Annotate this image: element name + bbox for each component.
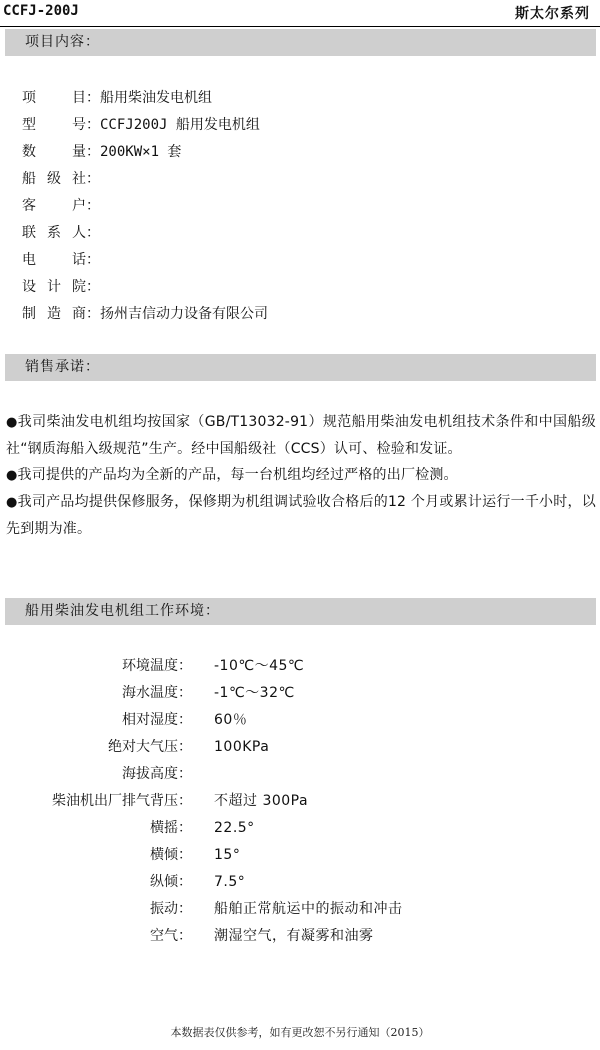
info-label: 客户 (22, 198, 86, 214)
info-label: 项目 (22, 90, 86, 106)
info-row-customer: 客户： (22, 195, 268, 222)
info-row-class-society: 船级社： (22, 168, 268, 195)
commitment-item (6, 489, 596, 542)
env-row-pressure (0, 736, 600, 763)
env-label: 横倾： (150, 847, 192, 863)
info-value: CCFJ200J 船用发电机组 (100, 117, 260, 133)
env-label: 绝对大气压： (108, 739, 192, 755)
env-row-ambient-temp (0, 655, 600, 682)
info-label: 数量 (22, 144, 86, 160)
section-environment-header: 船用柴油发电机组工作环境： (5, 598, 596, 625)
env-label: 相对湿度： (122, 712, 192, 728)
env-label: 海水温度： (122, 685, 192, 701)
section-project-header: 项目内容： (5, 29, 596, 56)
env-row-seawater-temp (0, 682, 600, 709)
info-label: 制造商 (22, 306, 86, 322)
info-row-project: 项目：船用柴油发电机组 (22, 87, 268, 114)
info-value: 船用柴油发电机组 (100, 90, 212, 106)
bullet-icon: ● (6, 495, 18, 510)
env-value: 15° (214, 847, 241, 863)
section-sales-header: 销售承诺： (5, 354, 596, 381)
project-info-list (22, 87, 268, 330)
env-row-vibration (0, 898, 600, 925)
commitment-item (6, 462, 596, 489)
commitment-item (6, 409, 596, 462)
bullet-icon: ● (6, 415, 18, 430)
footer-disclaimer: 本数据表仅供参考，如有更改恕不另行通知（2015） (170, 1026, 430, 1039)
env-value: 7.5° (214, 874, 246, 890)
info-value: 扬州吉信动力设备有限公司 (100, 306, 268, 322)
env-label: 海拔高度： (122, 766, 192, 782)
env-row-trim (0, 871, 600, 898)
info-value: 200KW×1 套 (100, 144, 182, 160)
env-row-altitude (0, 763, 600, 790)
env-row-roll (0, 817, 600, 844)
env-value: 60％ (214, 712, 248, 728)
env-row-air (0, 925, 600, 952)
env-label: 横摇： (150, 820, 192, 836)
env-value: 100KPa (214, 739, 270, 755)
info-row-model: 型号：CCFJ200J 船用发电机组 (22, 114, 268, 141)
env-value: -10℃～45℃ (214, 658, 305, 674)
env-value: 不超过 300Pa (214, 793, 309, 809)
env-label: 振动： (150, 901, 192, 917)
env-value: 船舶正常航运中的振动和冲击 (214, 901, 403, 917)
model-code: CCFJ-200J (3, 3, 79, 19)
env-value: -1℃～32℃ (214, 685, 295, 701)
info-row-quantity: 数量：200KW×1 套 (22, 141, 268, 168)
page-header (0, 0, 600, 27)
info-row-manufacturer: 制造商：扬州吉信动力设备有限公司 (22, 303, 268, 330)
info-row-phone: 电话： (22, 249, 268, 276)
env-row-humidity (0, 709, 600, 736)
env-label: 纵倾： (150, 874, 192, 890)
env-label: 空气： (150, 928, 192, 944)
commitment-text: 我司提供的产品均为全新的产品，每一台机组均经过严格的出厂检测。 (17, 467, 458, 483)
env-label: 柴油机出厂排气背压： (52, 793, 192, 809)
commitment-text: 我司柴油发电机组均按国家（GB/T13032-91）规范船用柴油发电机组技术条件和中国船级社“钢质海船入级规范”生产。经中国船级社（CCS）认可、检验和发证。 (6, 414, 596, 457)
info-row-design-institute: 设计院： (22, 276, 268, 303)
info-label: 联系人 (22, 225, 86, 241)
info-label: 型号 (22, 117, 86, 133)
commitment-list (6, 409, 596, 542)
env-value: 潮湿空气，有凝雾和油雾 (214, 928, 374, 944)
series-name: 斯太尔系列 (515, 6, 590, 22)
info-label: 电话 (22, 252, 86, 268)
commitment-text: 我司产品均提供保修服务，保修期为机组调试验收合格后的12 个月或累计运行一千小时，以先到期为准。 (6, 494, 596, 537)
bullet-icon: ● (6, 468, 18, 483)
env-row-back-pressure (0, 790, 600, 817)
environment-list (0, 655, 600, 952)
env-label: 环境温度： (122, 658, 192, 674)
env-value: 22.5° (214, 820, 255, 836)
env-row-list (0, 844, 600, 871)
info-label: 设计院 (22, 279, 86, 295)
info-label: 船级社 (22, 171, 86, 187)
info-row-contact: 联系人： (22, 222, 268, 249)
